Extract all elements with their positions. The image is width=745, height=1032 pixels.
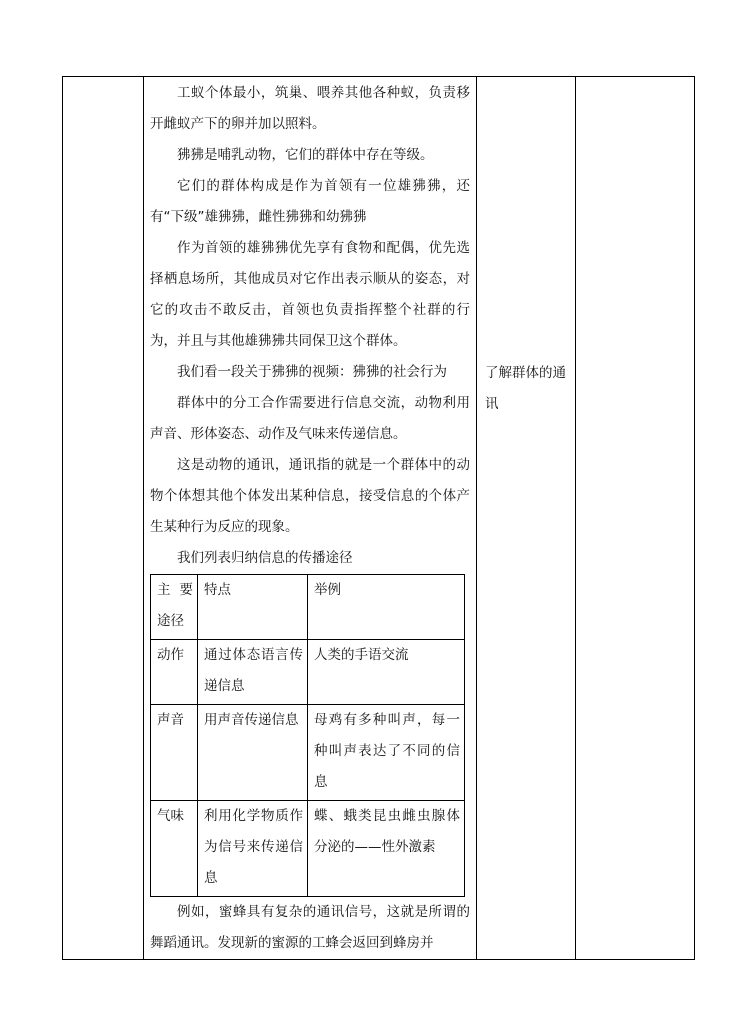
cell-example: 蝶、蛾类昆虫雌虫腺体分泌的——性外激素 [308,801,465,897]
cell-example: 母鸡有多种叫声，每一种叫声表达了不同的信息 [308,705,465,801]
blank-column-right [576,77,695,960]
paragraph-information-exchange: 群体中的分工合作需要进行信息交流，动物利用声音、形体姿态、动作及气味来传递信息。 [150,395,470,442]
cell-feature: 通过体态语言传递信息 [198,640,308,705]
lesson-plan-table [62,76,695,960]
design-intent-cell [477,77,576,960]
goal-text: 了解群体的通讯 [485,365,566,412]
teaching-content-cell [144,77,477,960]
paragraph-communication-definition: 这是动物的通讯，通讯指的就是一个群体中的动物个体想其他个体发出某种信息，接受信息的个体产生某种行为反应的现象。 [150,457,470,535]
paragraph-video: 我们看一段关于狒狒的视频：狒狒的社会行为 [177,364,447,380]
table-row [151,640,465,705]
paragraph-baboon-leader: 作为首领的雄狒狒优先享有食物和配偶，优先选择栖息场所，其他成员对它作出表示顺从的姿态，对它的攻击不敢反击，首领也负责指挥整个社群的行为，并且与其他雄狒狒共同保卫这个群体。 [150,240,470,349]
header-example: 举例 [308,575,465,640]
paragraph-baboon-structure: 它们的群体构成是作为首领有一位雄狒狒，还有“下级”雄狒狒，雌性狒狒和幼狒狒 [150,178,470,225]
paragraph-ant-workers: 工蚁个体最小，筑巢、喂养其他各种蚁，负责移开雌蚁产下的卵并加以照料。 [150,85,470,132]
blank-column-left [63,77,144,960]
cell-route: 动作 [151,640,198,705]
table-row [151,705,465,801]
table-row [151,801,465,897]
cell-feature: 用声音传递信息 [198,705,308,801]
cell-route: 气味 [151,801,198,897]
cell-example: 人类的手语交流 [308,640,465,705]
cell-route: 声音 [151,705,198,801]
header-feature: 特点 [198,575,308,640]
header-route: 主要途径 [151,575,198,640]
communication-routes-table [150,574,465,897]
table-header-row [151,575,465,640]
paragraph-table-intro: 我们列表归纳信息的传播途径 [177,550,353,566]
paragraph-baboon-hierarchy: 狒狒是哺乳动物，它们的群体中存在等级。 [177,147,434,163]
cell-feature: 利用化学物质作为信号来传递信息 [198,801,308,897]
paragraph-bee-dance: 例如，蜜蜂具有复杂的通讯信号，这就是所谓的舞蹈通讯。发现新的蜜源的工蜂会返回到蜂房并 [150,904,470,951]
